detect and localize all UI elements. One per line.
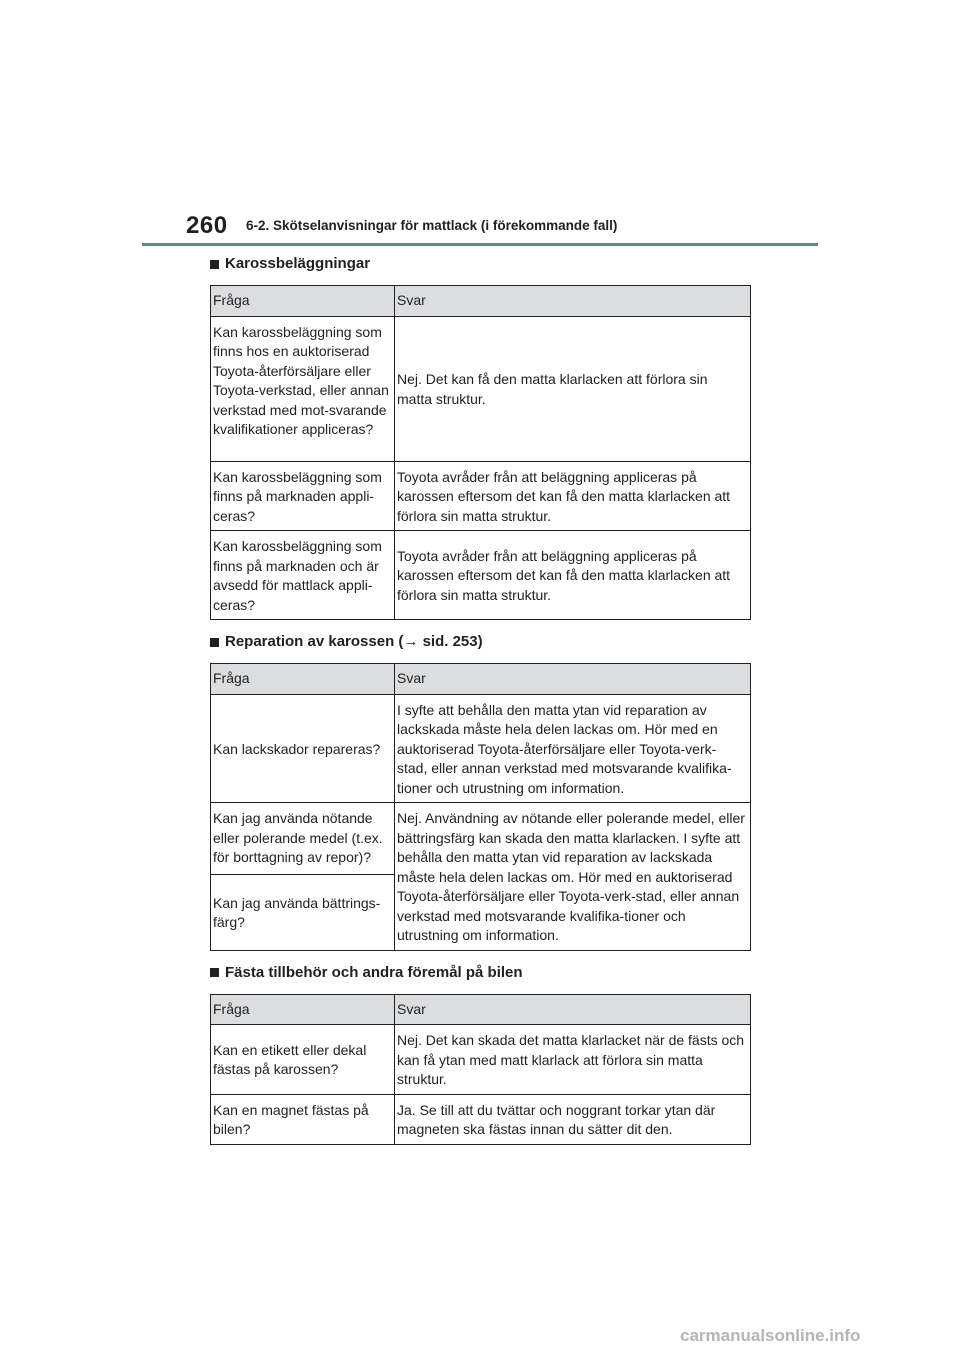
answer-cell: Toyota avråder från att beläggning appliceras på karossen eftersom det kan få den matta klarlacken att förlora sin matta struktur. bbox=[395, 461, 751, 531]
answer-cell: Nej. Användning av nötande eller polerande medel, eller bättringsfärg kan skada den matta klarlacken. I syfte att behålla den matta ytan vid reparation av lackskada måste hela delen lackas om. Hör med en auktoriserad Toyota-återförsäljare eller Toyota-verk-stad, eller annan verkstad med motsvarande kvalifika-tioner och utrustning om information. bbox=[395, 803, 751, 951]
question-cell: Kan karossbeläggning som finns på marknaden appli-ceras? bbox=[211, 461, 395, 531]
question-cell: Kan karossbeläggning som finns på marknaden och är avsedd för mattlack appli-ceras? bbox=[211, 531, 395, 620]
column-header-answer: Svar bbox=[395, 664, 751, 695]
chapter-title: 6-2. Skötselanvisningar för mattlack (i förekommande fall) bbox=[246, 218, 618, 233]
page-header bbox=[0, 0, 960, 248]
table-row bbox=[211, 316, 751, 461]
qa-table-accessories bbox=[210, 994, 751, 1145]
table-row bbox=[211, 1094, 751, 1144]
table-row bbox=[211, 694, 751, 803]
right-arrow-icon: → bbox=[403, 633, 419, 650]
question-cell: Kan jag använda nötande eller polerande medel (t.ex. för borttagning av repor)? bbox=[211, 803, 395, 875]
subheading-reparation bbox=[210, 630, 750, 654]
answer-cell: Toyota avråder från att beläggning appliceras på karossen eftersom det kan få den matta klarlacken att förlora sin matta struktur. bbox=[395, 531, 751, 620]
question-cell: Kan en magnet fästas på bilen? bbox=[211, 1094, 395, 1144]
answer-cell: Ja. Se till att du tvättar och noggrant torkar ytan där magneten ska fästas innan du sätter dit den. bbox=[395, 1094, 751, 1144]
column-header-answer: Svar bbox=[395, 286, 751, 317]
table-header-row bbox=[211, 994, 751, 1025]
subheading-karossbelaggningar bbox=[210, 252, 750, 276]
page-number: 260 bbox=[186, 212, 228, 239]
table-row bbox=[211, 461, 751, 531]
question-cell: Kan jag använda bättrings-färg? bbox=[211, 874, 395, 950]
column-header-question: Fråga bbox=[211, 664, 395, 695]
table-row bbox=[211, 1025, 751, 1095]
table-header-row bbox=[211, 664, 751, 695]
subheading-text-suffix: sid. 253) bbox=[418, 633, 483, 650]
page-content bbox=[210, 252, 750, 1145]
subheading-text: Fästa tillbehör och andra föremål på bilen bbox=[225, 963, 523, 981]
column-header-question: Fråga bbox=[211, 994, 395, 1025]
table-row bbox=[211, 803, 751, 875]
subheading-text: Karossbeläggningar bbox=[225, 255, 371, 272]
square-bullet-icon bbox=[210, 638, 219, 647]
subheading-text-prefix: Reparation av karossen ( bbox=[225, 633, 404, 650]
square-bullet-icon bbox=[210, 968, 219, 977]
qa-table-coatings bbox=[210, 285, 751, 620]
column-header-answer: Svar bbox=[395, 994, 751, 1025]
question-cell: Kan lackskador repareras? bbox=[211, 694, 395, 803]
square-bullet-icon bbox=[210, 260, 219, 269]
table-row bbox=[211, 531, 751, 620]
watermark: carmanualsonline.info bbox=[680, 1326, 861, 1345]
subheading-fasta-tillbehor bbox=[210, 961, 750, 985]
column-header-question: Fråga bbox=[211, 286, 395, 317]
qa-table-repair bbox=[210, 663, 751, 951]
answer-cell: Nej. Det kan få den matta klarlacken att förlora sin matta struktur. bbox=[395, 316, 751, 461]
table-header-row bbox=[211, 286, 751, 317]
question-cell: Kan karossbeläggning som finns hos en auktoriserad Toyota-återförsäljare eller Toyota-verkstad, eller annan verkstad med mot-svarande kvalifikationer appliceras? bbox=[211, 316, 395, 461]
question-cell: Kan en etikett eller dekal fästas på karossen? bbox=[211, 1025, 395, 1095]
answer-cell: Nej. Det kan skada det matta klarlacket när de fästs och kan få ytan med matt klarlack att förlora sin matta struktur. bbox=[395, 1025, 751, 1095]
header-divider bbox=[142, 243, 818, 246]
answer-cell: I syfte att behålla den matta ytan vid reparation av lackskada måste hela delen lackas om. Hör med en auktoriserad Toyota-återförsäljare eller Toyota-verk-stad, eller annan verkstad med motsvarande kvalifika-tioner och utrustning om information. bbox=[395, 694, 751, 803]
